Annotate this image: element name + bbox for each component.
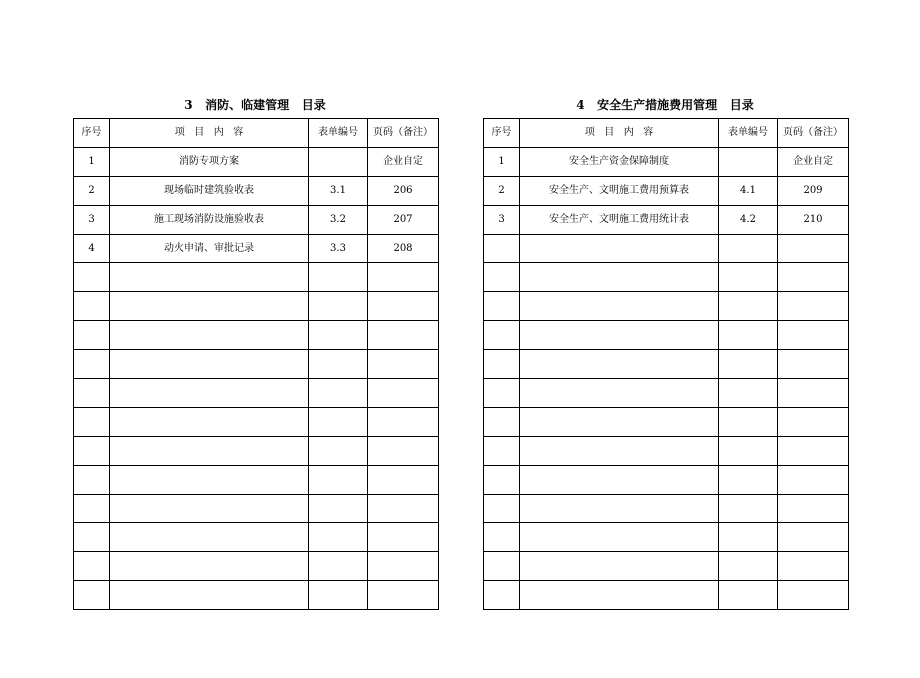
serial-number-cell — [74, 436, 110, 465]
page-note-cell — [368, 465, 439, 494]
form-number-cell — [719, 523, 778, 552]
item-content-cell — [520, 292, 719, 321]
form-number-cell — [309, 465, 368, 494]
item-content-cell — [520, 234, 719, 263]
page-note-cell — [778, 321, 849, 350]
page-note-cell: 企业自定 — [778, 147, 849, 176]
page-note-cell — [778, 494, 849, 523]
form-number-cell — [719, 494, 778, 523]
form-number-cell — [719, 292, 778, 321]
page-note-cell — [368, 263, 439, 292]
table-row — [74, 350, 439, 379]
item-content-cell — [520, 523, 719, 552]
page-note-cell — [778, 234, 849, 263]
form-number-cell: 4.2 — [719, 205, 778, 234]
table-row — [484, 465, 849, 494]
page-note-cell: 210 — [778, 205, 849, 234]
form-number-cell: 3.3 — [309, 234, 368, 263]
table-row — [74, 494, 439, 523]
page-note-cell: 206 — [368, 176, 439, 205]
page-note-cell: 207 — [368, 205, 439, 234]
table-row — [74, 436, 439, 465]
page-note-header: 页码（备注） — [368, 119, 439, 148]
serial-number-cell — [484, 350, 520, 379]
form-number-cell — [309, 552, 368, 581]
table-row — [484, 350, 849, 379]
page-note-cell — [368, 523, 439, 552]
form-number-cell — [309, 379, 368, 408]
page-note-cell: 企业自定 — [368, 147, 439, 176]
table-row — [74, 147, 439, 176]
table-row — [74, 263, 439, 292]
serial-number-cell: 1 — [484, 147, 520, 176]
form-number-cell — [719, 263, 778, 292]
form-number-cell — [309, 407, 368, 436]
item-content-cell: 消防专项方案 — [110, 147, 309, 176]
table-row — [484, 205, 849, 234]
form-number-cell — [719, 552, 778, 581]
item-content-cell: 动火申请、审批记录 — [110, 234, 309, 263]
serial-number-cell — [74, 494, 110, 523]
form-number-cell — [309, 350, 368, 379]
item-content-cell — [110, 407, 309, 436]
table-row — [484, 263, 849, 292]
right-directory-title: 4 安全生产措施费用管理 目录 — [576, 98, 754, 112]
form-number-cell: 3.1 — [309, 176, 368, 205]
form-number-cell — [309, 523, 368, 552]
form-number-cell — [309, 147, 368, 176]
item-content-cell — [520, 379, 719, 408]
page-note-cell — [778, 465, 849, 494]
table-row — [74, 321, 439, 350]
form-number-cell — [719, 436, 778, 465]
page-note-cell: 208 — [368, 234, 439, 263]
item-content-cell — [520, 581, 719, 610]
table-row — [74, 407, 439, 436]
item-content-header: 项 目 内 容 — [110, 119, 309, 148]
item-content-cell — [110, 581, 309, 610]
page-note-cell — [778, 523, 849, 552]
item-content-cell — [520, 494, 719, 523]
serial-number-cell — [484, 494, 520, 523]
table-row — [484, 321, 849, 350]
table-row — [484, 176, 849, 205]
item-content-cell — [110, 350, 309, 379]
page-note-cell — [368, 581, 439, 610]
form-number-cell — [719, 407, 778, 436]
table-row — [484, 552, 849, 581]
form-number-cell — [309, 436, 368, 465]
serial-number-cell — [484, 465, 520, 494]
page-note-cell — [368, 292, 439, 321]
serial-number-cell — [74, 263, 110, 292]
serial-number-cell — [484, 321, 520, 350]
right-directory-panel — [483, 96, 847, 610]
page-note-cell — [778, 292, 849, 321]
right-directory-table — [483, 118, 849, 610]
table-row — [74, 581, 439, 610]
item-content-cell — [110, 263, 309, 292]
serial-number-cell — [484, 436, 520, 465]
item-content-cell: 安全生产资金保障制度 — [520, 147, 719, 176]
item-content-cell — [520, 263, 719, 292]
serial-number-cell: 4 — [74, 234, 110, 263]
serial-number-cell — [484, 407, 520, 436]
serial-number-cell — [484, 292, 520, 321]
left-directory-panel — [73, 96, 437, 610]
page-note-cell — [778, 263, 849, 292]
form-number-cell — [719, 321, 778, 350]
table-row — [484, 436, 849, 465]
table-header-row — [484, 119, 849, 148]
item-content-cell — [110, 321, 309, 350]
form-number-cell: 4.1 — [719, 176, 778, 205]
page-note-cell — [368, 407, 439, 436]
form-number-header: 表单编号 — [719, 119, 778, 148]
form-number-cell — [309, 321, 368, 350]
form-number-cell — [719, 147, 778, 176]
form-number-header: 表单编号 — [309, 119, 368, 148]
item-content-header: 项 目 内 容 — [520, 119, 719, 148]
page-note-cell — [778, 436, 849, 465]
item-content-cell — [110, 379, 309, 408]
form-number-cell — [309, 581, 368, 610]
table-row — [74, 292, 439, 321]
table-header-row — [74, 119, 439, 148]
serial-number-cell — [74, 581, 110, 610]
item-content-cell: 安全生产、文明施工费用预算表 — [520, 176, 719, 205]
table-row — [484, 523, 849, 552]
serial-number-cell — [484, 379, 520, 408]
item-content-cell: 安全生产、文明施工费用统计表 — [520, 205, 719, 234]
page-note-cell — [368, 321, 439, 350]
item-content-cell — [520, 552, 719, 581]
page-note-cell: 209 — [778, 176, 849, 205]
form-number-cell — [719, 581, 778, 610]
table-row — [74, 465, 439, 494]
item-content-cell — [520, 465, 719, 494]
page-note-cell — [368, 379, 439, 408]
serial-number-cell — [74, 379, 110, 408]
serial-number-cell — [74, 523, 110, 552]
form-number-cell — [719, 234, 778, 263]
serial-number-cell — [484, 552, 520, 581]
serial-number-cell: 3 — [484, 205, 520, 234]
serial-number-cell — [74, 350, 110, 379]
table-row — [74, 176, 439, 205]
page-note-cell — [778, 581, 849, 610]
serial-number-header: 序号 — [484, 119, 520, 148]
serial-number-cell: 2 — [74, 176, 110, 205]
serial-number-cell — [484, 581, 520, 610]
serial-number-cell: 1 — [74, 147, 110, 176]
table-row — [484, 292, 849, 321]
serial-number-cell — [484, 234, 520, 263]
table-row — [74, 552, 439, 581]
page-note-cell — [778, 350, 849, 379]
serial-number-cell: 3 — [74, 205, 110, 234]
serial-number-cell — [74, 552, 110, 581]
serial-number-cell — [484, 263, 520, 292]
table-row — [484, 494, 849, 523]
serial-number-cell — [74, 292, 110, 321]
page-note-header: 页码（备注） — [778, 119, 849, 148]
item-content-cell — [110, 552, 309, 581]
page-note-cell — [778, 407, 849, 436]
item-content-cell — [110, 436, 309, 465]
item-content-cell — [110, 292, 309, 321]
form-number-cell — [309, 292, 368, 321]
table-row — [74, 379, 439, 408]
serial-number-cell — [74, 321, 110, 350]
table-row — [74, 523, 439, 552]
item-content-cell: 施工现场消防设施验收表 — [110, 205, 309, 234]
item-content-cell — [520, 350, 719, 379]
table-row — [484, 379, 849, 408]
item-content-cell: 现场临时建筑验收表 — [110, 176, 309, 205]
serial-number-cell — [74, 465, 110, 494]
table-row — [484, 581, 849, 610]
page-note-cell — [368, 436, 439, 465]
form-number-cell: 3.2 — [309, 205, 368, 234]
item-content-cell — [520, 321, 719, 350]
form-number-cell — [309, 494, 368, 523]
item-content-cell — [110, 523, 309, 552]
serial-number-cell: 2 — [484, 176, 520, 205]
page-note-cell — [778, 552, 849, 581]
form-number-cell — [719, 379, 778, 408]
table-row — [74, 234, 439, 263]
table-row — [484, 147, 849, 176]
left-directory-table — [73, 118, 439, 610]
left-directory-title: 3 消防、临建管理 目录 — [184, 98, 326, 112]
form-number-cell — [309, 263, 368, 292]
page-note-cell — [368, 494, 439, 523]
form-number-cell — [719, 350, 778, 379]
page-note-cell — [778, 379, 849, 408]
item-content-cell — [110, 494, 309, 523]
item-content-cell — [520, 407, 719, 436]
form-number-cell — [719, 465, 778, 494]
table-row — [74, 205, 439, 234]
serial-number-cell — [484, 523, 520, 552]
serial-number-cell — [74, 407, 110, 436]
item-content-cell — [110, 465, 309, 494]
item-content-cell — [520, 436, 719, 465]
serial-number-header: 序号 — [74, 119, 110, 148]
table-row — [484, 407, 849, 436]
page-note-cell — [368, 552, 439, 581]
page-note-cell — [368, 350, 439, 379]
table-row — [484, 234, 849, 263]
